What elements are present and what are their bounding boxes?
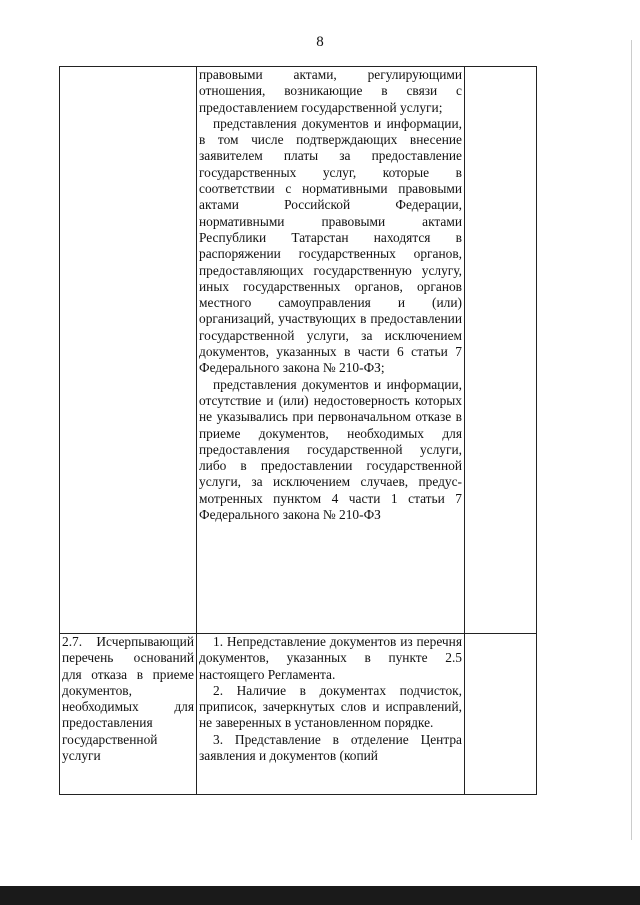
notes-cell [465, 634, 537, 795]
paragraph: представления документов и информации, отсутствие и (или) недостоверность которых не указывались при первоначальном отказе в приеме документов, необходимых для предоставления государственной услуги, либо в предоставлении государственной услуги, за исключением случаев, предус-мотренных пунктом 4 части 1 статьи 7 Федерального закона № 210-ФЗ [199, 376, 462, 523]
paragraph: правовыми актами, регулирующими отношения, возникающие в связи с предоставлением государственной услуги; [199, 67, 462, 115]
page-number: 8 [316, 34, 324, 50]
paragraph: 1. Непредставление документов из перечня документов, указанных в пункте 2.5 настоящего Регламента. [199, 634, 462, 682]
notes-cell [465, 67, 537, 634]
table-row [60, 634, 537, 795]
section-label-cell [60, 634, 197, 795]
paragraph: 3. Представление в отделение Центра заявления и документов (копий [199, 731, 462, 764]
scan-edge-line [631, 40, 632, 840]
scan-bottom-border [0, 886, 640, 905]
section-label: 2.7. Исчерпывающий перечень оснований для отказа в приеме документов, необходимых для предоставления государственной услуги [62, 634, 194, 764]
section-label-cell [60, 67, 197, 634]
table-row [60, 67, 537, 634]
regulation-table [59, 66, 537, 795]
content-cell [197, 634, 465, 795]
paragraph: представления документов и информации, в том числе подтверждающих внесение заявителем платы за предоставление государственных услуг, которые в соответствии с нормативными правовыми актами Российской Федерации, нормативными правовыми актами Республики Татарстан находятся в распоряжении государственных органов, предоставляющих государственную услугу, иных государственных органов, органов местного самоуправления и (или) организаций, участвующих в предоставлении государственной услуги, за исключением документов, указанных в части 6 статьи 7 Федерального закона № 210-ФЗ; [199, 115, 462, 376]
paragraph: 2. Наличие в документах подчисток, приписок, зачеркнутых слов и исправлений, не заверенных в установленном порядке. [199, 682, 462, 731]
content-cell [197, 67, 465, 634]
